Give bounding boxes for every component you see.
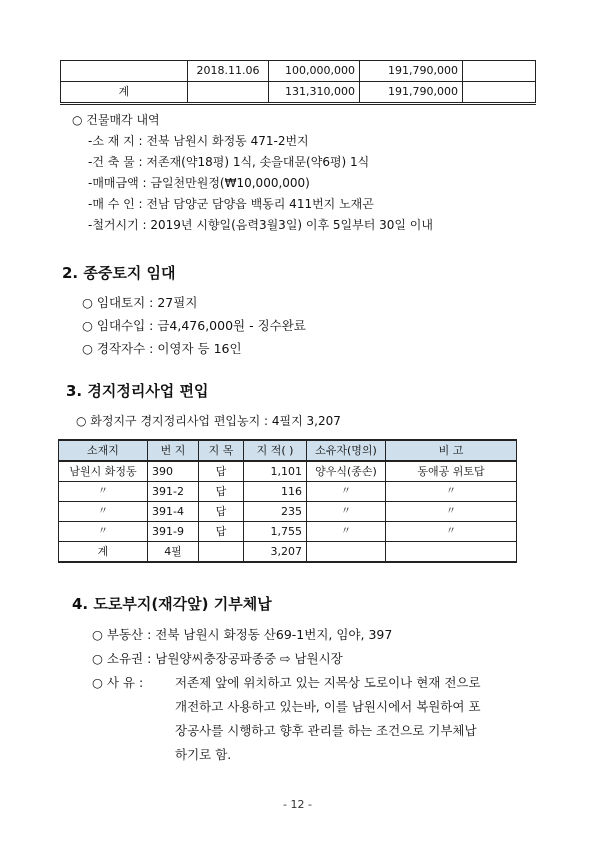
building-sale-line: -건 축 물 : 저존재(약18평) 1식, 솟을대문(약6평) 1식 xyxy=(88,155,370,169)
table-cell xyxy=(463,82,536,104)
table-row xyxy=(59,482,517,502)
column-header: 번 지 xyxy=(148,440,199,461)
sale-table xyxy=(60,60,536,105)
table-cell xyxy=(307,542,386,563)
table-cell: 1,755 xyxy=(244,522,307,542)
section-heading: 2. 종중토지 임대 xyxy=(62,264,176,282)
table-row xyxy=(59,542,517,563)
page-number: - 12 - xyxy=(283,798,312,811)
table-row xyxy=(61,61,536,82)
reason-line: 장공사를 시행하고 향후 관리를 하는 조건으로 기부체납 xyxy=(175,723,477,738)
table-cell: 〃 xyxy=(386,502,517,522)
item-label: ○ 부동산 : xyxy=(92,627,152,642)
list-item xyxy=(92,625,392,643)
section-intro: ○ 화정지구 경지정리사업 편입농지 : 4필지 3,207 xyxy=(76,414,341,428)
table-cell: 〃 xyxy=(307,502,386,522)
column-header: 지 목 xyxy=(199,440,244,461)
table-cell: 〃 xyxy=(386,482,517,502)
table-cell: 191,790,000 xyxy=(360,61,463,82)
table-cell: 390 xyxy=(148,461,199,482)
column-header: 소유자(명의) xyxy=(307,440,386,461)
item-text: 남원양씨충장공파종중 ⇨ 남원시장 xyxy=(155,651,343,666)
table-cell xyxy=(463,61,536,82)
table-cell: 〃 xyxy=(59,482,148,502)
table-cell: 131,310,000 xyxy=(269,82,360,104)
table-cell: 1,101 xyxy=(244,461,307,482)
reason-line: 하기로 함. xyxy=(175,747,232,762)
table-cell: 계 xyxy=(59,542,148,563)
table-cell: 116 xyxy=(244,482,307,502)
table-cell xyxy=(386,542,517,563)
building-sale-line: -철거시기 : 2019년 시향일(음력3월3일) 이후 5일부터 30일 이내 xyxy=(88,218,433,232)
table-cell: 100,000,000 xyxy=(269,61,360,82)
reason-line: 개전하고 사용하고 있는바, 이를 남원시에서 복원하여 포 xyxy=(175,699,481,714)
building-sale-line: -매 수 인 : 전남 담양군 담양읍 백동리 411번지 노재곤 xyxy=(88,197,374,211)
table-cell: 4필 xyxy=(148,542,199,563)
table-cell xyxy=(61,61,188,82)
building-sale-line: -소 재 지 : 전북 남원시 화정동 471-2번지 xyxy=(88,134,309,148)
building-sale-title: ○ 건물매각 내역 xyxy=(72,113,160,127)
list-item xyxy=(92,649,343,667)
table-cell: 답 xyxy=(199,461,244,482)
table-cell: 답 xyxy=(199,482,244,502)
table-cell: 2018.11.06 xyxy=(188,61,269,82)
table-cell: 양우식(종손) xyxy=(307,461,386,482)
table-row xyxy=(59,502,517,522)
table-cell xyxy=(188,82,269,104)
item-text: 전북 남원시 화정동 산69-1번지, 임야, 397 xyxy=(155,627,393,642)
table-header-row xyxy=(59,440,517,461)
list-item: ○ 임대수입 : 금4,476,000원 - 징수완료 xyxy=(82,318,306,333)
section-heading: 3. 경지정리사업 편입 xyxy=(66,382,209,400)
item-label: ○ 소유권 : xyxy=(92,651,152,666)
list-item: ○ 임대토지 : 27필지 xyxy=(82,295,198,310)
table-cell xyxy=(199,542,244,563)
column-header: 지 적( ) xyxy=(244,440,307,461)
table-cell: 동애공 위토답 xyxy=(386,461,517,482)
table-cell: 391-4 xyxy=(148,502,199,522)
table-cell: 〃 xyxy=(307,482,386,502)
table-cell: 〃 xyxy=(59,502,148,522)
table-cell: 남원시 화정동 xyxy=(59,461,148,482)
column-header: 비 고 xyxy=(386,440,517,461)
table-cell: 답 xyxy=(199,502,244,522)
reason-label: ○ 사 유 : xyxy=(92,675,144,690)
table-cell: 391-2 xyxy=(148,482,199,502)
table-cell: 계 xyxy=(61,82,188,104)
column-header: 소재지 xyxy=(59,440,148,461)
reason-line: 저존제 앞에 위치하고 있는 지목상 도로이나 현재 전으로 xyxy=(175,675,481,690)
table-cell: 391-9 xyxy=(148,522,199,542)
table-cell: 235 xyxy=(244,502,307,522)
list-item: ○ 경작자수 : 이영자 등 16인 xyxy=(82,341,242,356)
table-cell: 〃 xyxy=(307,522,386,542)
table-cell: 191,790,000 xyxy=(360,82,463,104)
farmland-table xyxy=(58,439,517,563)
table-cell: 〃 xyxy=(59,522,148,542)
table-cell: 〃 xyxy=(386,522,517,542)
table-cell: 3,207 xyxy=(244,542,307,563)
table-row xyxy=(59,461,517,482)
section-heading: 4. 도로부지(재각앞) 기부체납 xyxy=(72,595,272,613)
table-row xyxy=(59,522,517,542)
building-sale-line: -매매금액 : 금일천만원정(₩10,000,000) xyxy=(88,176,310,190)
table-row xyxy=(61,82,536,104)
table-cell: 답 xyxy=(199,522,244,542)
